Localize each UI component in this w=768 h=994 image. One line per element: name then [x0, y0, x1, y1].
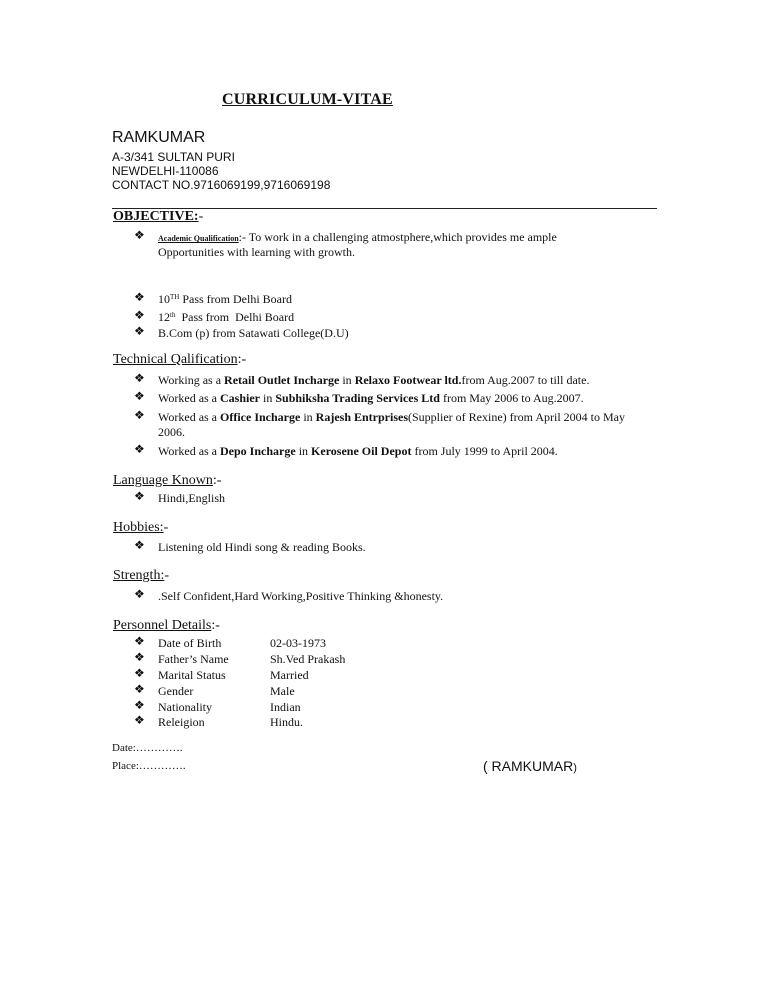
education-text: B.Com (p) from Satawati College(D.U): [158, 326, 349, 340]
signature-close: ): [573, 762, 577, 774]
technical-heading: [113, 352, 246, 368]
education-item: [158, 326, 349, 341]
language-heading-suffix: :-: [212, 473, 222, 488]
language-heading-text: Language Known: [113, 473, 213, 488]
technical-item: Working as a Retail Outlet Incharge in Relaxo Footwear ltd.from Aug.2007 to till date.: [158, 373, 590, 387]
bullet-icon: ❖: [134, 713, 145, 727]
personal-value: Married: [270, 668, 309, 682]
personal-label: Nationality: [158, 700, 212, 714]
personal-value: Hindu.: [270, 715, 303, 729]
bullet-icon: ❖: [134, 489, 145, 503]
bullet-icon: ❖: [134, 371, 145, 385]
objective-heading-text: OBJECTIVE:: [113, 209, 199, 224]
strength-heading: [113, 568, 169, 584]
education-text: Pass from Delhi Board: [175, 310, 295, 324]
objective-line-1: [158, 230, 557, 245]
bullet-icon: ❖: [134, 650, 145, 664]
education-text: 12: [158, 310, 170, 324]
objective-line-2: Opportunities with learning with growth.: [158, 245, 355, 259]
objective-heading-suffix: -: [198, 209, 204, 224]
strength-item: .Self Confident,Hard Working,Positive Thinking &honesty.: [158, 589, 444, 603]
objective-text: :- To work in a challenging atmostphere,which provides me ample: [238, 230, 557, 244]
bullet-icon: ❖: [134, 587, 145, 601]
strength-heading-suffix: -: [164, 568, 170, 583]
personal-label: Releigion: [158, 715, 205, 729]
education-item: [158, 292, 292, 307]
objective-heading: [113, 209, 203, 225]
bullet-icon: ❖: [134, 228, 145, 242]
education-text: 10: [158, 292, 170, 306]
hobbies-item: Listening old Hindi song & reading Books.: [158, 540, 366, 554]
personal-heading-text: Personnel Details: [113, 618, 212, 633]
bullet-icon: ❖: [134, 666, 145, 680]
bullet-icon: ❖: [134, 389, 145, 403]
technical-item: Worked as a Cashier in Subhiksha Trading Services Ltd from May 2006 to Aug.2007.: [158, 391, 584, 405]
date-field: Date:………….: [112, 742, 183, 754]
academic-qualification-label: Academic Qualification: [158, 234, 239, 243]
bullet-icon: ❖: [134, 538, 145, 552]
language-heading: [113, 473, 221, 489]
personal-heading: [113, 618, 220, 634]
candidate-name: RAMKUMAR: [112, 129, 206, 146]
technical-item: Worked as a Office Incharge in Rajesh Entrprises(Supplier of Rexine) from April 2004 to May: [158, 410, 625, 424]
personal-label: Gender: [158, 684, 194, 698]
personal-label: Father’s Name: [158, 652, 229, 666]
signature-name: ( RAMKUMAR: [483, 758, 574, 774]
technical-heading-suffix: :-: [237, 352, 247, 367]
signature: [483, 758, 577, 774]
education-superscript: th: [170, 311, 176, 319]
technical-heading-text: Technical Qalification: [113, 352, 238, 367]
personal-label: Date of Birth: [158, 636, 222, 650]
education-text: Pass from Delhi Board: [179, 292, 292, 306]
education-superscript: TH: [170, 293, 180, 301]
personal-label: Marital Status: [158, 668, 226, 682]
hobbies-heading-suffix: -: [163, 520, 169, 535]
address-line-2: NEWDELHI-110086: [112, 164, 219, 178]
address-line-1: A-3/341 SULTAN PURI: [112, 150, 235, 164]
bullet-icon: ❖: [134, 442, 145, 456]
bullet-icon: ❖: [134, 308, 145, 322]
bullet-icon: ❖: [134, 698, 145, 712]
bullet-icon: ❖: [134, 324, 145, 338]
place-field: Place:………….: [112, 760, 186, 772]
bullet-icon: ❖: [134, 290, 145, 304]
hobbies-heading-text: Hobbies:: [113, 520, 164, 535]
personal-value: Sh.Ved Prakash: [270, 652, 346, 666]
strength-heading-text: Strength:: [113, 568, 165, 583]
document-title: CURRICULUM-VITAE: [222, 91, 393, 108]
hobbies-heading: [113, 520, 168, 536]
technical-item-continued: 2006.: [158, 425, 185, 439]
personal-heading-suffix: :-: [211, 618, 220, 633]
technical-item: Worked as a Depo Incharge in Kerosene Oil Depot from July 1999 to April 2004.: [158, 444, 558, 458]
personal-value: Indian: [270, 700, 301, 714]
contact-numbers: CONTACT NO.9716069199,9716069198: [112, 178, 331, 192]
personal-value: Male: [270, 684, 295, 698]
personal-value: 02-03-1973: [270, 636, 326, 650]
bullet-icon: ❖: [134, 408, 145, 422]
bullet-icon: ❖: [134, 634, 145, 648]
language-item: Hindi,English: [158, 491, 226, 505]
education-item: [158, 310, 294, 325]
bullet-icon: ❖: [134, 682, 145, 696]
